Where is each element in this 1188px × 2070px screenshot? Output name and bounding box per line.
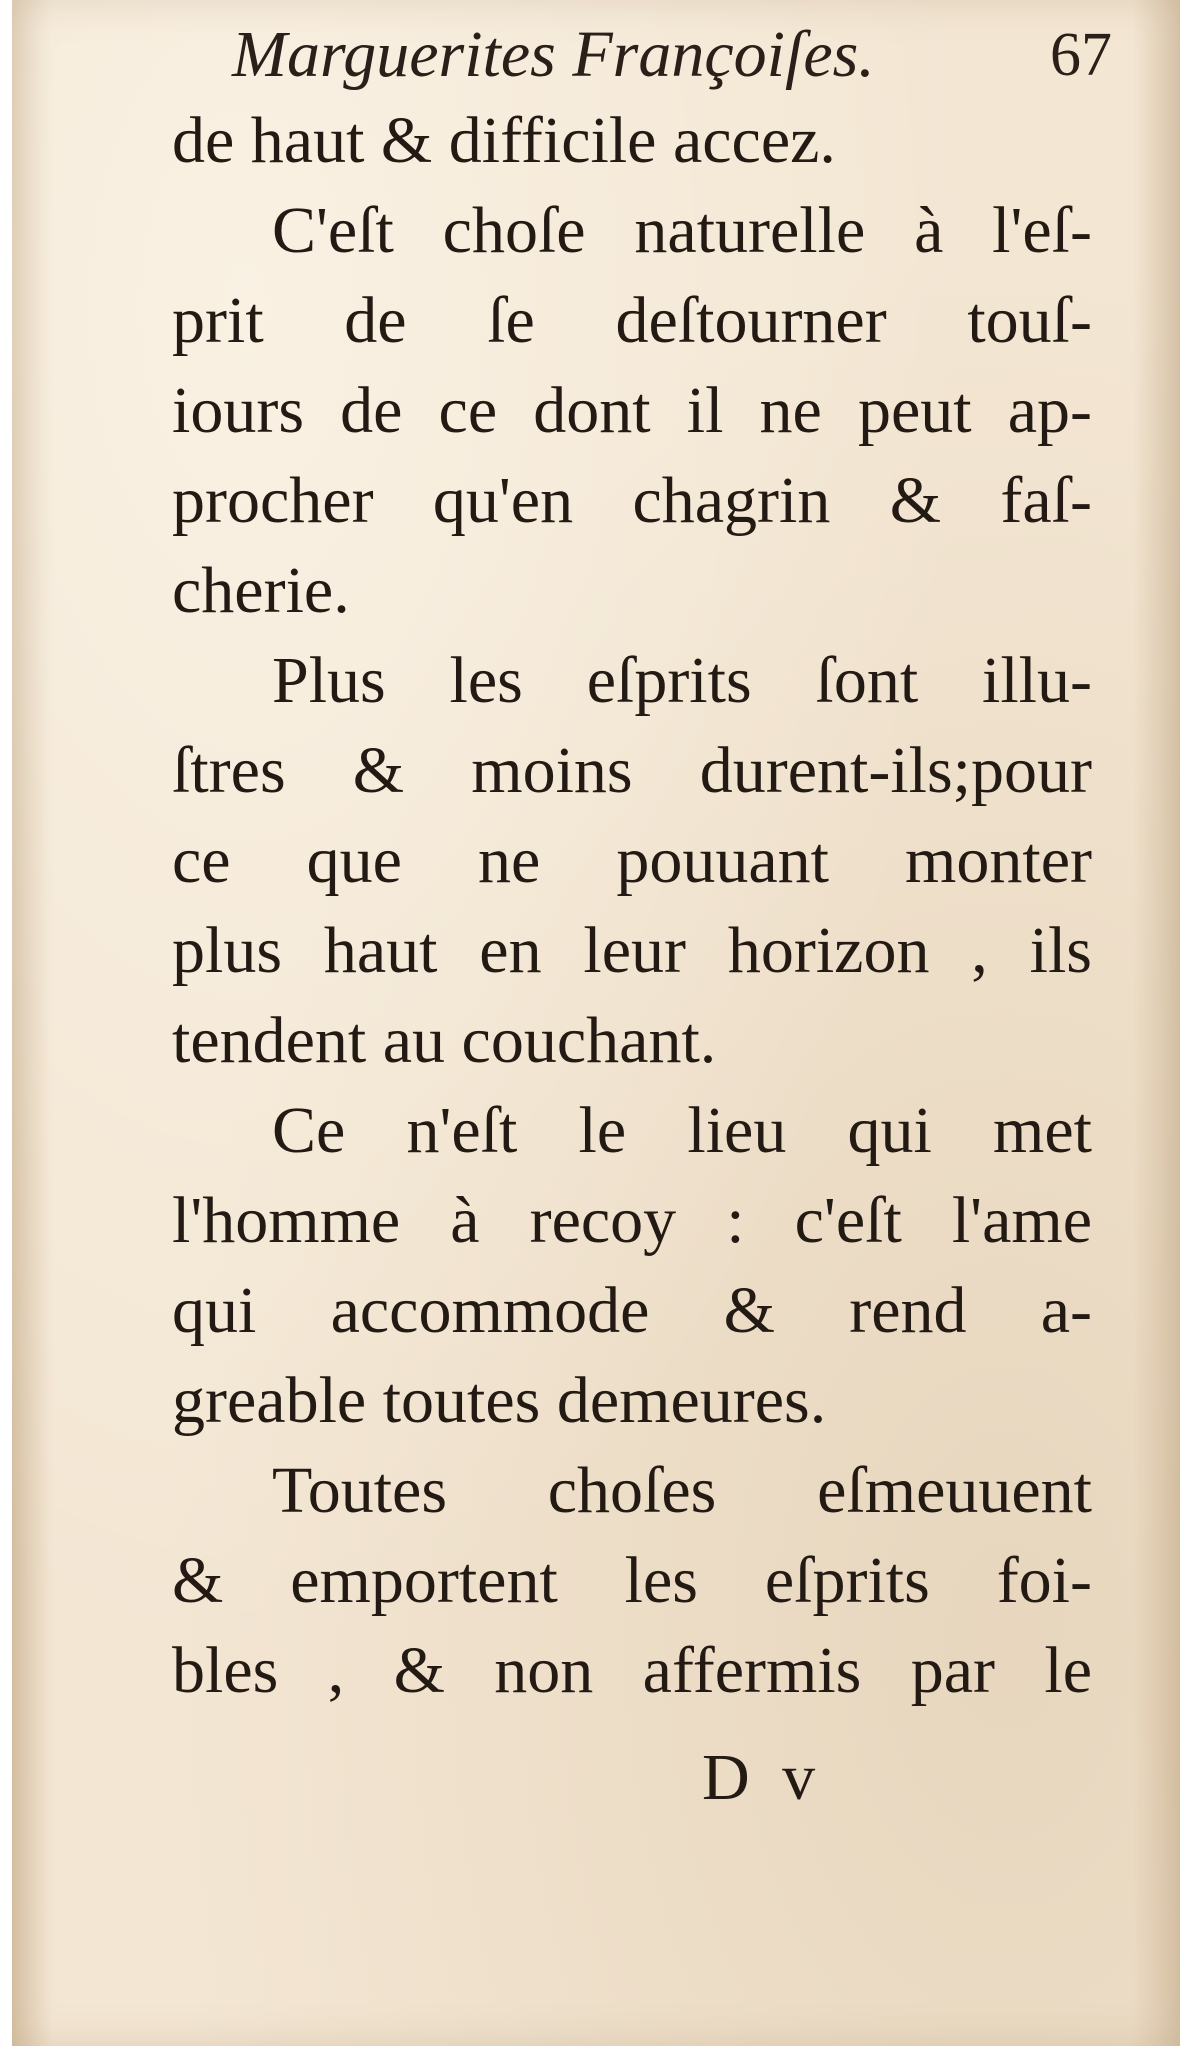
text-line: C'eſt choſe naturelle à l'eſ- <box>272 194 1092 267</box>
text-line: Toutes choſes eſmeuuent <box>272 1454 1092 1527</box>
text-line: l'homme à recoy : c'eſt l'ame <box>172 1184 1092 1257</box>
text-line: ſtres & moins durent-ils;pour <box>172 734 1092 807</box>
text-line: prit de ſe deſtourner touſ- <box>172 284 1092 357</box>
body-text <box>172 96 1092 1716</box>
text-line: bles , & non affermis par le <box>172 1634 1092 1707</box>
text-line: Plus les eſprits ſont illu- <box>272 644 1092 717</box>
text-line: qui accommode & rend a- <box>172 1274 1092 1347</box>
text-line: iours de ce dont il ne peut ap- <box>172 374 1092 447</box>
text-line: cherie. <box>172 554 350 627</box>
text-line: greable toutes demeures. <box>172 1364 827 1437</box>
text-line: procher qu'en chagrin & faſ- <box>172 464 1092 537</box>
text-line: Ce n'eſt le lieu qui met <box>272 1094 1092 1167</box>
text-line: de haut & difficile accez. <box>172 104 836 177</box>
page-header <box>232 10 1112 100</box>
signature-mark: D v <box>702 1741 824 1814</box>
book-page <box>12 0 1180 2046</box>
text-line: plus haut en leur horizon , ils <box>172 914 1092 987</box>
running-title: Marguerites Françoiſes. <box>232 18 875 91</box>
text-line: ce que ne pouuant monter <box>172 824 1092 897</box>
text-line: tendent au couchant. <box>172 1004 717 1077</box>
text-line: & emportent les eſprits foi- <box>172 1544 1092 1617</box>
page-number: 67 <box>1050 20 1112 89</box>
